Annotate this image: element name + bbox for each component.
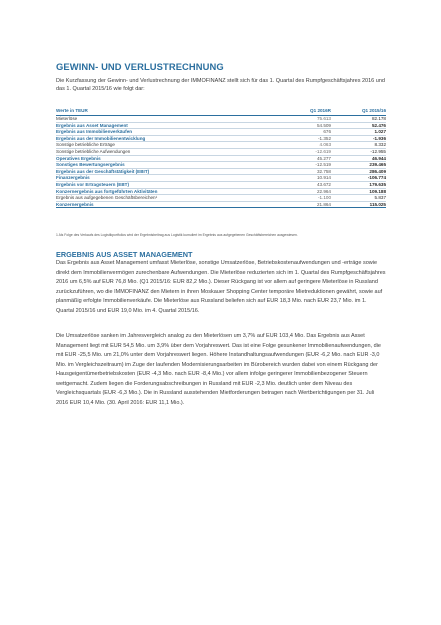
table-row <box>56 155 386 162</box>
row-value-q1-2016r: 54.509 <box>281 122 331 129</box>
row-value-q1-2016r: -12.519 <box>281 162 331 169</box>
row-value-q1-2015-16: 239.465 <box>331 162 386 169</box>
row-label: Sonstige betriebliche Erträge <box>56 142 281 149</box>
row-label: Operatives Ergebnis <box>56 155 281 162</box>
header-q1-2015-16: Q1 2015/16 <box>331 107 386 116</box>
row-label: Ergebnis aus Immobilienverkäufen <box>56 129 281 136</box>
table-row <box>56 168 386 175</box>
row-value-q1-2016r: 32.758 <box>281 168 331 175</box>
row-value-q1-2015-16: -12.955 <box>331 148 386 155</box>
row-label: Ergebnis aus aufgegebenen Geschäftsbereichen¹ <box>56 195 281 202</box>
table-body <box>56 116 386 208</box>
row-label: Konzernergebnis aus fortgeführten Aktivitäten <box>56 188 281 195</box>
row-value-q1-2016r: -1.352 <box>281 135 331 142</box>
section-title: ERGEBNIS AUS ASSET MANAGEMENT <box>56 250 193 259</box>
row-label: Konzernergebnis <box>56 201 281 208</box>
table-row <box>56 135 386 142</box>
table-header-row <box>56 107 386 116</box>
row-value-q1-2016r: -1.100 <box>281 195 331 202</box>
table-row <box>56 201 386 208</box>
row-value-q1-2016r: 22.964 <box>281 188 331 195</box>
row-value-q1-2015-16: 46.944 <box>331 155 386 162</box>
paragraph-2: Die Umsatzerlöse sanken im Jahresvergleich analog zu den Mieterlösen um 3,7% auf EUR 103,4 Mio. Das Ergebnis aus Asset Management liegt mit EUR 54,5 Mio. um 3,9% über dem Vorjahreswert. Das ist eine Folge gesunkener Immobilienaufwendungen, die mit EUR -25,5 Mio. um 21,0% unter dem Vorjahreswert liegen. Höhere Instandhaltungsaufwendungen (EUR -6,2 Mio. nach EUR -3,0 Mio. im Vergleichszeitraum) im Zuge der laufenden Modernisierungsarbeiten im Bürobereich wurden dabei von einem Rückgang der Hausgeigentümerbetriebskosten (EUR -4,3 Mio. nach EUR -8,4 Mio.) vor allem infolge geringerer Immobilienbezogener Steuern wettgemacht. Zudem liegen die Forderungsabschreibungen in Russland mit EUR -2,3 Mio. deutlich unter dem Niveau des Vergleichsquartals (EUR -6,3 Mio.). Die in Russland ausstehenden Mietforderungen betragen nach Wertberichtigungen per 31. Juli 2016 EUR 10,4 Mio. (30. April 2016: EUR 11,1 Mio.). <box>56 333 381 406</box>
row-value-q1-2015-16: 1.027 <box>331 129 386 136</box>
row-value-q1-2016r: -12.619 <box>281 148 331 155</box>
row-value-q1-2015-16: 286.409 <box>331 168 386 175</box>
row-value-q1-2015-16: -1.936 <box>331 135 386 142</box>
row-label: Ergebnis aus Asset Management <box>56 122 281 129</box>
row-label: Mieterlöse <box>56 116 281 123</box>
row-label: Sonstiges Bewertungsergebnis <box>56 162 281 169</box>
table-row <box>56 129 386 136</box>
page-title: GEWINN- UND VERLUSTRECHNUNG <box>56 61 224 72</box>
table-row <box>56 181 386 188</box>
row-value-q1-2015-16: 82.178 <box>331 116 386 123</box>
header-q1-2016r: Q1 2016R <box>281 107 331 116</box>
row-value-q1-2015-16: 52.476 <box>331 122 386 129</box>
table-row <box>56 116 386 123</box>
table-row <box>56 175 386 182</box>
row-value-q1-2015-16: -106.774 <box>331 175 386 182</box>
table-footnote: 1 Als Folge des Verkaufs des Logistikportfolios wird der Ergebnisbeitrag aus Logistik kumuliert im Ergebnis aus aufgegebenen Geschäftsbereichen ausgewiesen. <box>56 233 298 237</box>
table-row <box>56 188 386 195</box>
intro-text: Die Kurzfassung der Gewinn- und Verlustrechnung der IMMOFINANZ stellt sich für das 1. Quartal des Rumpfgeschäftsjahres 2016 und das 1. Quartal 2015/16 wie folgt dar: <box>56 78 385 93</box>
row-label: Finanzergebnis <box>56 175 281 182</box>
table-row <box>56 148 386 155</box>
row-value-q1-2016r: 21.864 <box>281 201 331 208</box>
table-row <box>56 195 386 202</box>
row-value-q1-2015-16: 8.332 <box>331 142 386 149</box>
table-row <box>56 142 386 149</box>
row-label: Ergebnis aus der Geschäftstätigkeit (EBIT) <box>56 168 281 175</box>
row-value-q1-2016r: 676 <box>281 129 331 136</box>
row-value-q1-2016r: 10.914 <box>281 175 331 182</box>
row-label: Sonstige betriebliche Aufwendungen <box>56 148 281 155</box>
row-label: Ergebnis vor Ertragsteuern (EBT) <box>56 181 281 188</box>
table-row <box>56 162 386 169</box>
row-value-q1-2016r: 4.063 <box>281 142 331 149</box>
row-value-q1-2015-16: 115.025 <box>331 201 386 208</box>
paragraph-1: Das Ergebnis aus Asset Management umfasst Mieterlöse, sonstige Umsatzerlöse, Betriebskostenaufwendungen und -erträge sowie direkt dem Immobilienvermögen zurechenbare Aufwendungen. Die Mieterlöse reduzierten sich im 1. Quartal des Rumpfgeschäftsjahres 2016 um 6,5% auf EUR 76,8 Mio. (Q1 2015/16: EUR 82,2 Mio.). Dieser Rückgang ist vor allem auf geringere Mieterlöse in Russland zurückzuführen, wo die IMMOFINANZ den Mietern in ihren Moskauer Shopping Center temporäre Mietreduktionen gewährt, sowie auf planmäßig erfolgte Immobilienverkäufe. Die Mieterlöse aus Russland beliefen sich auf EUR 18,3 Mio. nach EUR 23,7 Mio. im 1. Quartal 2015/16 und EUR 19,0 Mio. im 4. Quartal 2015/16. <box>56 260 386 314</box>
header-label: Werte in TEUR <box>56 107 281 116</box>
row-value-q1-2016r: 45.277 <box>281 155 331 162</box>
row-value-q1-2016r: 75.613 <box>281 116 331 123</box>
row-label: Ergebnis aus der Immobilienentwicklung <box>56 135 281 142</box>
row-value-q1-2016r: 43.672 <box>281 181 331 188</box>
income-statement-table <box>56 107 386 208</box>
row-value-q1-2015-16: 109.188 <box>331 188 386 195</box>
row-value-q1-2015-16: 179.635 <box>331 181 386 188</box>
table-row <box>56 122 386 129</box>
row-value-q1-2015-16: 5.837 <box>331 195 386 202</box>
